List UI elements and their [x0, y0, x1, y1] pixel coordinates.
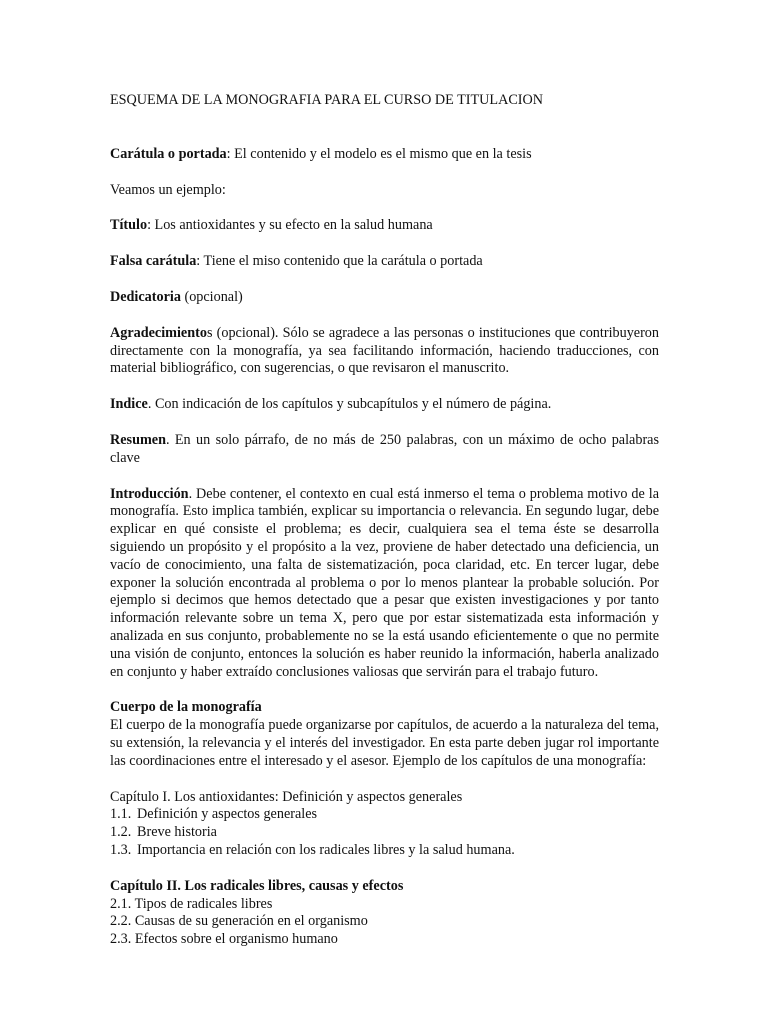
list-item	[110, 931, 659, 949]
caratula-text: : El contenido y el modelo es el mismo que en la tesis	[226, 145, 532, 162]
item-number: 1.2.	[110, 824, 132, 841]
capitulo-2-list	[110, 896, 659, 949]
dedicatoria-label: Dedicatoria	[110, 288, 181, 305]
dedicatoria-text: (opcional)	[180, 288, 243, 305]
item-text: Importancia en relación con los radicales libres y la salud humana.	[137, 841, 515, 858]
resumen-text: . En un solo párrafo, de no más de 250 palabras, con un máximo de ocho palabras clave	[110, 431, 659, 466]
item-text: Breve historia	[137, 824, 217, 841]
item-text: Tipos de radicales libres	[134, 895, 273, 912]
capitulo-1-list	[110, 806, 659, 859]
capitulo-1-title: Capítulo I. Los antioxidantes: Definición y aspectos generales	[110, 788, 463, 805]
list-item	[110, 824, 659, 842]
falsa-caratula-text: : Tiene el miso contenido que la carátula o portada	[196, 253, 483, 270]
indice-label: Indice	[110, 396, 148, 413]
resumen-label: Resumen	[110, 431, 166, 448]
ejemplo-paragraph: Veamos un ejemplo:	[110, 181, 226, 198]
introduccion-label: Introducción	[110, 485, 189, 502]
introduccion-text: . Debe contener, el contexto en cual está inmerso el tema o problema motivo de la monografía. Esto implica también, explicar su importancia o relevancia. En segundo lugar, debe explicar en qué consiste el problema; es decir, cualquiera sea el tema éste se desarrolla siguiendo un propósito y el propósito a la vez, proviene de haber detectado una deficiencia, un vacío de conocimiento, una falta de sistematización, poca claridad, etc. En tercer lugar, debe exponer la solución encontrada al problema o por lo menos plantear la probable solución. Por ejemplo si decimos que hemos detectado que a pesar que existen investigaciones y por tanto información relevante sobre un tema X, pero que por estar sistematizada esta información y analizada en sus conjunto, probablemente no se la está usando eficientemente o que no permite una visión de conjunto, entonces la solución es haber reunido la información, haberla analizado en conjunto y haber extraído conclusiones valiosas que servirán para el trabajo futuro.	[110, 485, 659, 680]
titulo-text: : Los antioxidantes y su efecto en la salud humana	[147, 217, 433, 234]
capitulo-2-title: Capítulo II. Los radicales libres, causas y efectos	[110, 877, 404, 894]
item-number: 2.3.	[110, 931, 132, 948]
indice-paragraph	[110, 396, 659, 414]
list-item	[110, 913, 659, 931]
item-number: 1.3.	[110, 841, 132, 858]
indice-text: . Con indicación de los capítulos y subcapítulos y el número de página.	[147, 396, 552, 413]
list-item	[110, 842, 659, 860]
titulo-paragraph	[110, 217, 659, 235]
falsa-caratula-paragraph	[110, 253, 659, 271]
introduccion-paragraph	[110, 486, 659, 682]
item-text: Efectos sobre el organismo humano	[134, 931, 338, 948]
falsa-caratula-label: Falsa carátula	[110, 253, 197, 270]
list-item	[110, 806, 659, 824]
item-number: 2.2.	[110, 913, 132, 930]
agradecimientos-text: s (opcional). Sólo se agradece a las personas o instituciones que contribuyeron directamente con la monografía, ya sea facilitando información, haciendo traducciones, con material bibliográfico, con sugerencias, o que revisaron el manuscrito.	[110, 324, 659, 377]
item-text: Causas de su generación en el organismo	[134, 913, 368, 930]
caratula-paragraph	[110, 146, 659, 164]
cuerpo-heading: Cuerpo de la monografía	[110, 699, 262, 716]
item-text: Definición y aspectos generales	[137, 806, 318, 823]
agradecimientos-paragraph	[110, 325, 659, 378]
item-number: 1.1.	[110, 806, 132, 823]
dedicatoria-paragraph	[110, 289, 659, 307]
caratula-label: Carátula o portada	[110, 145, 227, 162]
resumen-paragraph	[110, 432, 659, 468]
list-item	[110, 896, 659, 914]
document-body	[110, 92, 659, 967]
cuerpo-paragraph: El cuerpo de la monografía puede organizarse por capítulos, de acuerdo a la naturaleza del tema, su extensión, la relevancia y el interés del investigador. En esta parte deben jugar rol importante las coordinaciones entre el interesado y el asesor. Ejemplo de los capítulos de una monografía:	[110, 717, 659, 769]
agradecimientos-label: Agradecimiento	[110, 324, 207, 341]
titulo-label: Título	[110, 217, 148, 234]
document-title: ESQUEMA DE LA MONOGRAFIA PARA EL CURSO DE TITULACION	[110, 92, 544, 108]
item-number: 2.1.	[110, 895, 132, 912]
